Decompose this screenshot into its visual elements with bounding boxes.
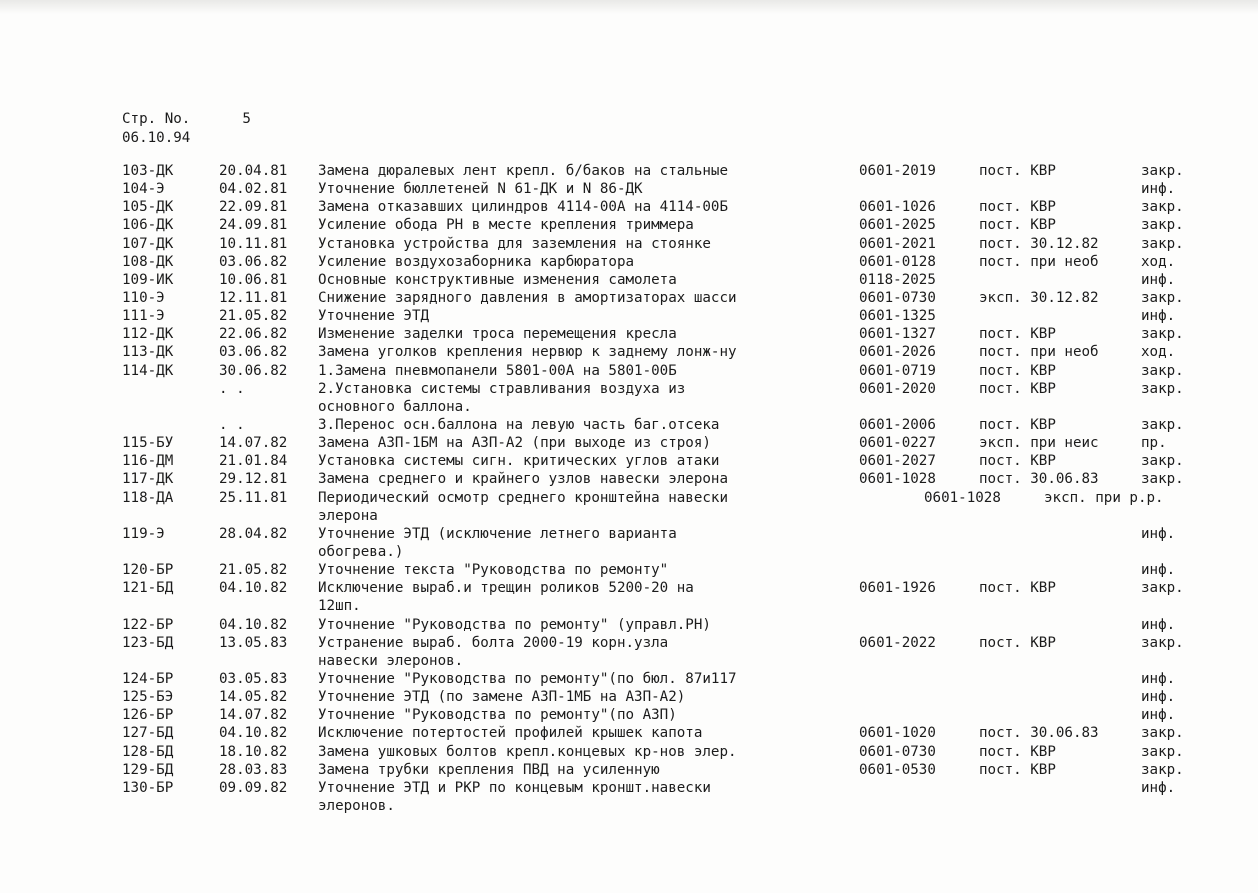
bulletin-date: 21.01.84 (219, 453, 288, 470)
bulletin-description: Снижение зарядного давления в амортизаторах шасси (318, 289, 737, 306)
implementation-note: пост. 30.06.83 (979, 471, 1099, 488)
bulletin-date: 14.07.82 (219, 707, 288, 724)
bulletin-description: Уточнение "Руководства по ремонту"(по АЗП) (318, 707, 677, 724)
document-code: 0601-0730 (859, 289, 936, 306)
bulletin-description: Исключение потертостей профилей крышек капота (318, 725, 703, 742)
bulletin-status: закр. (1141, 725, 1184, 742)
bulletin-number: 129-БД (122, 761, 174, 778)
document-code: 0601-0227 (859, 435, 936, 452)
document-code: 0601-2026 (859, 344, 936, 361)
bulletin-number: 104-Э (122, 181, 165, 198)
bulletin-number: 112-ДК (122, 326, 174, 343)
bulletin-date: 03.06.82 (219, 344, 288, 361)
table-row (0, 470, 1258, 488)
bulletin-date: 04.02.81 (219, 181, 288, 198)
bulletin-status: инф. (1141, 779, 1176, 796)
bulletin-status: ход. (1141, 253, 1176, 270)
bulletin-number: 117-ДК (122, 471, 174, 488)
bulletin-description: навески элеронов. (318, 652, 464, 669)
bulletin-description: Замена ушковых болтов крепл.концевых кр-нов элер. (318, 743, 737, 760)
bulletin-description: Периодический осмотр среднего кронштейна навески (318, 489, 728, 506)
document-code: 0601-2027 (859, 453, 936, 470)
table-row (0, 543, 1258, 561)
table-row (0, 525, 1258, 543)
table-row (0, 289, 1258, 307)
bulletin-description: Замена трубки крепления ПВД на усиленную (318, 761, 660, 778)
bulletin-number: 115-БУ (122, 435, 174, 452)
table-row (0, 198, 1258, 216)
bulletin-date: 22.06.82 (219, 326, 288, 343)
implementation-note: пост. КВР (979, 634, 1056, 651)
document-code: 0601-1028 (924, 489, 1001, 506)
table-row (0, 688, 1258, 706)
bulletin-number: 119-Э (122, 525, 165, 542)
bulletin-status: закр. (1141, 453, 1184, 470)
table-row (0, 743, 1258, 761)
document-code: 0601-1028 (859, 471, 936, 488)
bulletin-number: 103-ДК (122, 163, 174, 179)
table-row (0, 779, 1258, 797)
bulletin-description: Уточнение текста "Руководства по ремонту" (318, 562, 669, 579)
implementation-note: пост. КВР (979, 163, 1056, 179)
implementation-note: эксп. при неис (979, 435, 1099, 452)
table-row (0, 652, 1258, 670)
bulletin-description: Установка системы сигн. критических углов атаки (318, 453, 720, 470)
bulletin-description: основного баллона. (318, 398, 472, 415)
implementation-note: пост. КВР (979, 362, 1056, 379)
table-row (0, 180, 1258, 198)
bulletin-description: Уточнение ЭТД (318, 308, 430, 325)
document-code: 0118-2025 (859, 271, 936, 288)
implementation-note: пост. КВР (979, 380, 1056, 397)
bulletin-status: инф. (1141, 271, 1176, 288)
document-code: 0601-0730 (859, 743, 936, 760)
implementation-note: пост. КВР (979, 416, 1056, 433)
document-code: 0601-2019 (859, 163, 936, 179)
bulletin-date: 22.09.81 (219, 199, 288, 216)
implementation-note: пост. КВР (979, 743, 1056, 760)
table-row (0, 616, 1258, 634)
bulletin-number: 120-БР (122, 562, 174, 579)
bulletin-date: 14.07.82 (219, 435, 288, 452)
bulletin-status: закр. (1141, 380, 1184, 397)
bulletin-description: Усиление воздухозаборника карбюратора (318, 253, 635, 270)
bulletin-date: 04.10.82 (219, 616, 288, 633)
bulletin-number: 126-БР (122, 707, 174, 724)
bulletin-status: ход. (1141, 344, 1176, 361)
bulletin-status: закр. (1141, 217, 1184, 234)
bulletin-description: 12шп. (318, 598, 361, 615)
bulletin-date: 20.04.81 (219, 163, 288, 179)
bulletin-number: 109-ИК (122, 271, 174, 288)
bulletin-status: инф. (1141, 616, 1176, 633)
table-row (0, 597, 1258, 615)
page-number: 5 (242, 111, 251, 127)
implementation-note: пост. при необ (979, 344, 1099, 361)
table-row (0, 579, 1258, 597)
bulletin-number: 124-БР (122, 670, 174, 687)
bulletin-description: Уточнение "Руководства по ремонту" (управл.РН) (318, 616, 711, 633)
bulletin-description: Замена АЗП-1БМ на АЗП-А2 (при выходе из строя) (318, 435, 711, 452)
document-code: 0601-1026 (859, 199, 936, 216)
bulletin-description: Устранение выраб. болта 2000-19 корн.узла (318, 634, 669, 651)
bulletin-status: инф. (1141, 707, 1176, 724)
table-row (0, 380, 1258, 398)
bulletin-date: 28.04.82 (219, 525, 288, 542)
bulletin-number: 111-Э (122, 308, 165, 325)
implementation-note: пост. при необ (979, 253, 1099, 270)
bulletin-status: закр. (1141, 326, 1184, 343)
implementation-note: пост. КВР (979, 217, 1056, 234)
table-row (0, 362, 1258, 380)
table-row (0, 325, 1258, 343)
bulletin-description: Установка устройства для заземления на стоянке (318, 235, 711, 252)
bulletin-status: инф. (1141, 308, 1176, 325)
bulletin-number: 127-БД (122, 725, 174, 742)
bulletin-description: Уточнение ЭТД и РКР по концевым кроншт.навески (318, 779, 711, 796)
table-row (0, 307, 1258, 325)
implementation-note: пост. КВР (979, 580, 1056, 597)
bulletin-description: 2.Установка системы стравливания воздуха из (318, 380, 686, 397)
scan-edge-shadow (0, 0, 1258, 14)
table-row (0, 634, 1258, 652)
document-code: 0601-0128 (859, 253, 936, 270)
bulletin-number: 125-БЭ (122, 689, 174, 706)
page-header (122, 110, 251, 148)
bulletin-description: Основные конструктивные изменения самолета (318, 271, 677, 288)
bulletin-number: 122-БР (122, 616, 174, 633)
implementation-note: пост. КВР (979, 199, 1056, 216)
bulletin-description: Замена отказавших цилиндров 4114-00А на 4114-00Б (318, 199, 728, 216)
bulletin-description: Уточнение "Руководства по ремонту"(по бюл. 87и117 (318, 670, 737, 687)
bulletin-status: закр. (1141, 235, 1184, 252)
bulletin-status: инф. (1141, 181, 1176, 198)
bulletin-date: 30.06.82 (219, 362, 288, 379)
page-label: Стр. No. (122, 111, 191, 127)
bulletin-status: инф. (1141, 525, 1176, 542)
bulletin-number: 128-БД (122, 743, 174, 760)
bulletin-number: 114-ДК (122, 362, 174, 379)
bulletin-date: 12.11.81 (219, 289, 288, 306)
bulletin-date: 04.10.82 (219, 580, 288, 597)
bulletin-date: 24.09.81 (219, 217, 288, 234)
document-code: 0601-2025 (859, 217, 936, 234)
bulletin-description: 3.Перенос осн.баллона на левую часть баг.отсека (318, 416, 720, 433)
bulletin-date: 03.05.83 (219, 670, 288, 687)
bulletin-description: Исключение выраб.и трещин роликов 5200-20 на (318, 580, 694, 597)
bulletin-status: закр. (1141, 761, 1184, 778)
document-code: 0601-1325 (859, 308, 936, 325)
implementation-note: пост. КВР (979, 761, 1056, 778)
bulletin-description: Уточнение бюллетеней N 61-ДК и N 86-ДК (318, 181, 643, 198)
bulletin-description: Замена уголков крепления нервюр к заднему лонж-ну (318, 344, 737, 361)
bulletin-status: закр. (1141, 163, 1184, 179)
bulletin-number: 106-ДК (122, 217, 174, 234)
bulletin-status: закр. (1141, 199, 1184, 216)
bulletin-list (0, 162, 1258, 815)
bulletin-date: . . (219, 416, 245, 433)
print-date: 06.10.94 (122, 130, 191, 146)
implementation-note: пост. 30.06.83 (979, 725, 1099, 742)
bulletin-date: 21.05.82 (219, 562, 288, 579)
bulletin-date: 18.10.82 (219, 743, 288, 760)
table-row (0, 253, 1258, 271)
bulletin-status: закр. (1141, 289, 1184, 306)
bulletin-status: закр. (1141, 362, 1184, 379)
implementation-note: эксп. при р.р. (1044, 489, 1164, 506)
bulletin-number: 105-ДК (122, 199, 174, 216)
bulletin-date: 10.06.81 (219, 271, 288, 288)
bulletin-status: инф. (1141, 562, 1176, 579)
bulletin-description: Замена дюралевых лент крепл. б/баков на стальные (318, 163, 728, 179)
bulletin-date: 09.09.82 (219, 779, 288, 796)
bulletin-number: 116-ДМ (122, 453, 174, 470)
table-row (0, 507, 1258, 525)
bulletin-date: 21.05.82 (219, 308, 288, 325)
bulletin-number: 110-Э (122, 289, 165, 306)
table-row (0, 271, 1258, 289)
document-code: 0601-0719 (859, 362, 936, 379)
table-row (0, 706, 1258, 724)
bulletin-description: Усиление обода РН в месте крепления триммера (318, 217, 694, 234)
bulletin-description: обогрева.) (318, 543, 404, 560)
bulletin-status: инф. (1141, 689, 1176, 706)
bulletin-number: 123-БД (122, 634, 174, 651)
implementation-note: пост. КВР (979, 453, 1056, 470)
table-row (0, 452, 1258, 470)
table-row (0, 216, 1258, 234)
table-row (0, 761, 1258, 779)
bulletin-status: инф. (1141, 670, 1176, 687)
table-row (0, 724, 1258, 742)
table-row (0, 561, 1258, 579)
bulletin-date: 13.05.83 (219, 634, 288, 651)
bulletin-number: 130-БР (122, 779, 174, 796)
document-code: 0601-2020 (859, 380, 936, 397)
bulletin-date: 03.06.82 (219, 253, 288, 270)
bulletin-date: 25.11.81 (219, 489, 288, 506)
bulletin-date: . . (219, 380, 245, 397)
table-row (0, 235, 1258, 253)
bulletin-description: элерона (318, 507, 378, 524)
bulletin-date: 28.03.83 (219, 761, 288, 778)
table-row (0, 162, 1258, 180)
bulletin-status: пр. (1141, 435, 1167, 452)
table-row (0, 434, 1258, 452)
bulletin-description: Уточнение ЭТД (по замене АЗП-1МБ на АЗП-А2) (318, 689, 686, 706)
bulletin-number: 108-ДК (122, 253, 174, 270)
table-row (0, 797, 1258, 815)
table-row (0, 416, 1258, 434)
bulletin-status: закр. (1141, 743, 1184, 760)
page-line (122, 110, 251, 129)
bulletin-description: Уточнение ЭТД (исключение летнего варианта (318, 525, 677, 542)
bulletin-number: 121-БД (122, 580, 174, 597)
document-code: 0601-1020 (859, 725, 936, 742)
bulletin-description: Изменение заделки троса перемещения кресла (318, 326, 677, 343)
bulletin-number: 113-ДК (122, 344, 174, 361)
table-row (0, 670, 1258, 688)
bulletin-number: 118-ДА (122, 489, 174, 506)
bulletin-description: 1.Замена пневмопанели 5801-00А на 5801-00Б (318, 362, 677, 379)
document-code: 0601-0530 (859, 761, 936, 778)
bulletin-description: элеронов. (318, 797, 395, 814)
bulletin-date: 04.10.82 (219, 725, 288, 742)
table-row (0, 489, 1258, 507)
implementation-note: пост. КВР (979, 326, 1056, 343)
document-code: 0601-2022 (859, 634, 936, 651)
bulletin-status: закр. (1141, 634, 1184, 651)
bulletin-date: 14.05.82 (219, 689, 288, 706)
bulletin-status: закр. (1141, 416, 1184, 433)
bulletin-number: 107-ДК (122, 235, 174, 252)
document-code: 0601-1327 (859, 326, 936, 343)
implementation-note: пост. 30.12.82 (979, 235, 1099, 252)
bulletin-description: Замена среднего и крайнего узлов навески элерона (318, 471, 728, 488)
document-code: 0601-2021 (859, 235, 936, 252)
bulletin-date: 29.12.81 (219, 471, 288, 488)
bulletin-status: закр. (1141, 471, 1184, 488)
document-code: 0601-1926 (859, 580, 936, 597)
bulletin-status: закр. (1141, 580, 1184, 597)
table-row (0, 398, 1258, 416)
implementation-note: эксп. 30.12.82 (979, 289, 1099, 306)
document-code: 0601-2006 (859, 416, 936, 433)
bulletin-date: 10.11.81 (219, 235, 288, 252)
table-row (0, 343, 1258, 361)
